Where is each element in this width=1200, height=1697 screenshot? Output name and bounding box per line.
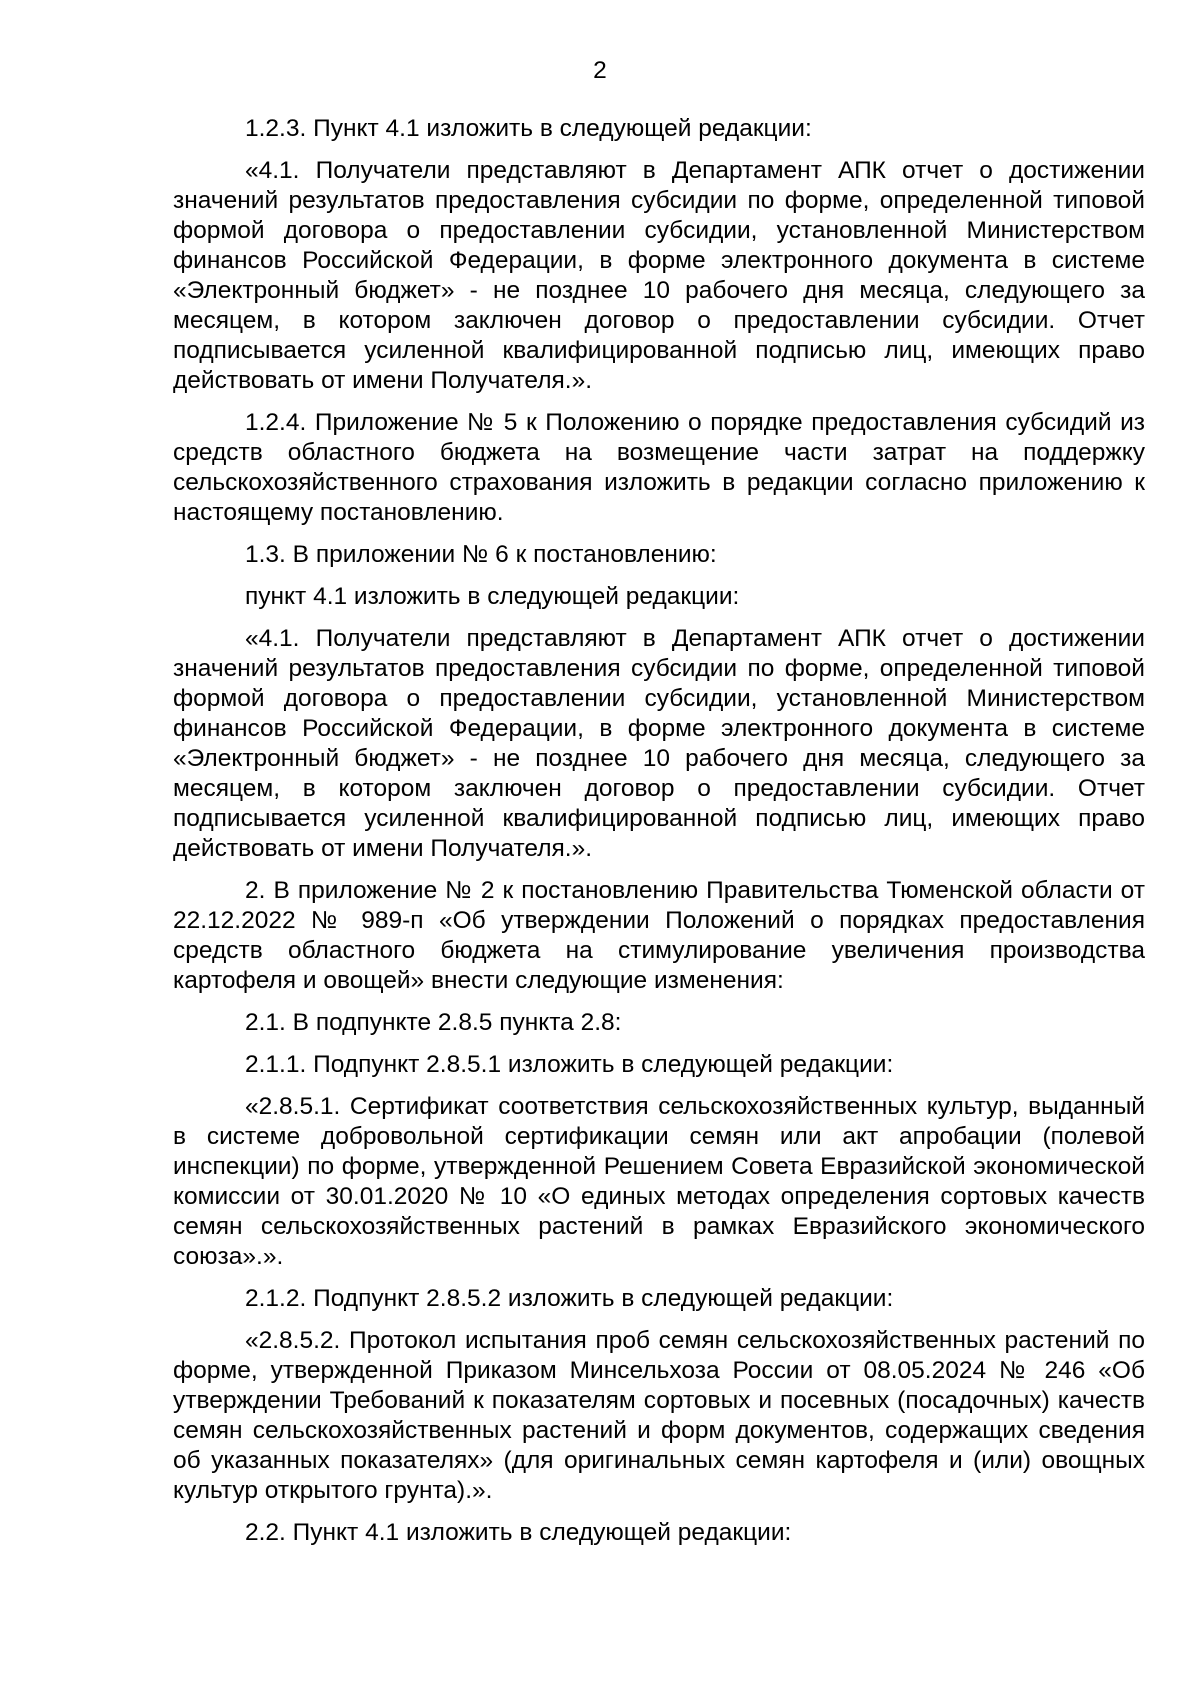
paragraph-point-4-1: пункт 4.1 изложить в следующей редакции: (245, 583, 740, 610)
paragraph-2-1-1: 2.1.1. Подпункт 2.8.5.1 изложить в следующей редакции: (245, 1051, 894, 1078)
document-body (173, 114, 1145, 1560)
paragraph-quote-2-8-5-1: «2.8.5.1. Сертификат соответствия сельскохозяйственных культур, выданный в системе добровольной сертификации семян или акт апробации (полевой инспекции) по форме, утвержденной Решением Совета Евразийской экономической комиссии от 30.01.2020 № 10 «О единых методах определения сортовых качеств семян сельскохозяйственных растений в рамках Евразийского экономического союза».». (173, 1093, 1145, 1270)
paragraph-2-1: 2.1. В подпункте 2.8.5 пункта 2.8: (245, 1009, 622, 1036)
paragraph-2-1-2: 2.1.2. Подпункт 2.8.5.2 изложить в следующей редакции: (245, 1285, 894, 1312)
paragraph-2-2: 2.2. Пункт 4.1 изложить в следующей редакции: (245, 1519, 792, 1546)
paragraph-quote-2-8-5-2: «2.8.5.2. Протокол испытания проб семян сельскохозяйственных растений по форме, утвержденной Приказом Минсельхоза России от 08.05.2024 № 246 «Об утверждении Требований к показателям сортовых и посевных (посадочных) качеств семян сельскохозяйственных растений и форм документов, содержащих сведения об указанных показателях» (для оригинальных семян картофеля и (или) овощных культур открытого грунта).». (173, 1327, 1145, 1504)
paragraph-2: 2. В приложение № 2 к постановлению Правительства Тюменской области от 22.12.2022 № 989-п «Об утверждении Положений о порядках предоставления средств областного бюджета на стимулирование увеличения производства картофеля и овощей» внести следующие изменения: (173, 877, 1145, 994)
paragraph-1-3: 1.3. В приложении № 6 к постановлению: (245, 541, 717, 568)
paragraph-quote-4-1-second: «4.1. Получатели представляют в Департамент АПК отчет о достижении значений результатов предоставления субсидии по форме, определенной типовой формой договора о предоставлении субсидии, установленной Министерством финансов Российской Федерации, в форме электронного документа в системе «Электронный бюджет» - не позднее 10 рабочего дня месяца, следующего за месяцем, в котором заключен договор о предоставлении субсидии. Отчет подписывается усиленной квалифицированной подписью лиц, имеющих право действовать от имени Получателя.». (173, 625, 1145, 862)
page-number: 2 (593, 57, 607, 84)
paragraph-1-2-4: 1.2.4. Приложение № 5 к Положению о порядке предоставления субсидий из средств областного бюджета на возмещение части затрат на поддержку сельскохозяйственного страхования изложить в редакции согласно приложению к настоящему постановлению. (173, 409, 1145, 526)
paragraph-1-2-3: 1.2.3. Пункт 4.1 изложить в следующей редакции: (245, 115, 812, 142)
paragraph-quote-4-1-first: «4.1. Получатели представляют в Департамент АПК отчет о достижении значений результатов предоставления субсидии по форме, определенной типовой формой договора о предоставлении субсидии, установленной Министерством финансов Российской Федерации, в форме электронного документа в системе «Электронный бюджет» - не позднее 10 рабочего дня месяца, следующего за месяцем, в котором заключен договор о предоставлении субсидии. Отчет подписывается усиленной квалифицированной подписью лиц, имеющих право действовать от имени Получателя.». (173, 157, 1145, 394)
